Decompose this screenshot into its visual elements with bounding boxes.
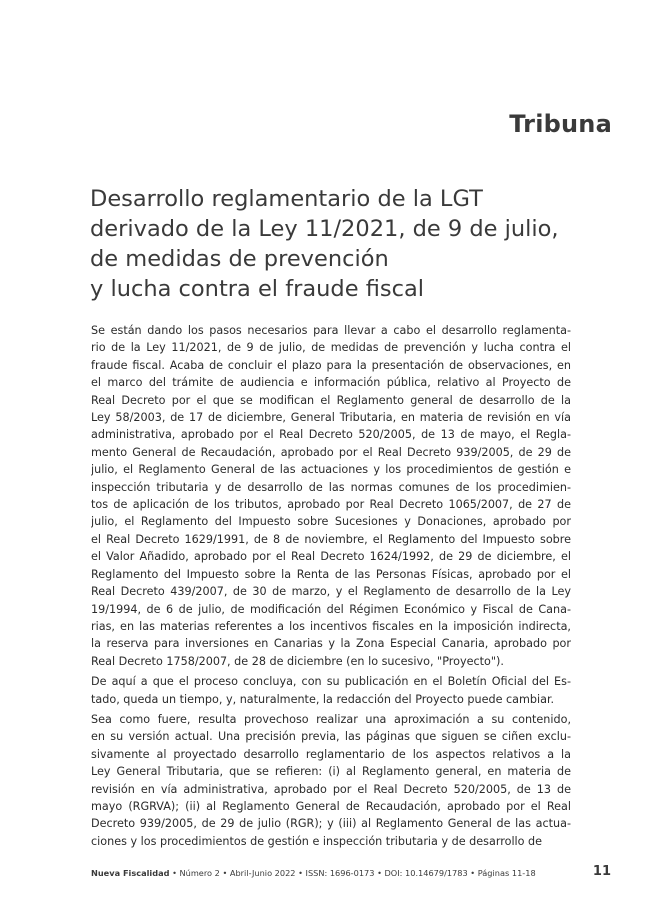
paragraph-line: De aquí a que el proceso concluya, con su publicación en el Boletín Oficial del Es- [91, 675, 571, 689]
paragraph-line: sivamente al proyectado desarrollo reglamentario de los aspectos relativos a la [91, 747, 571, 761]
paragraph-line: Real Decreto 1758/2007, de 28 de diciembre (en lo sucesivo, "Proyecto"). [91, 654, 504, 668]
paragraph-line: Ley 58/2003, de 17 de diciembre, General Tributaria, en materia de revisión en vía [91, 411, 571, 425]
paragraph-line: mento General de Recaudación, aprobado por el Real Decreto 939/2005, de 29 de [91, 445, 571, 459]
issue-details: • Número 2 • Abril-Junio 2022 • ISSN: 1696-0173 • DOI: 10.14679/1783 • Páginas 11-18 [169, 868, 536, 878]
paragraph-line: la reserva para inversiones en Canarias y la Zona Especial Canaria, aprobado por [91, 637, 571, 651]
paragraph-line: julio, el Reglamento del Impuesto sobre Sucesiones y Donaciones, aprobado por [91, 515, 571, 529]
title-line: Desarrollo reglamentario de la LGT [90, 186, 483, 212]
article-title [90, 184, 560, 304]
paragraph-line: Real Decreto 439/2007, de 30 de marzo, y el Reglamento de desarrollo de la Ley [91, 585, 571, 599]
title-line: de medidas de prevención [90, 246, 389, 272]
journal-name: Nueva Fiscalidad [91, 868, 170, 878]
paragraph-line: rio de la Ley 11/2021, de 9 de julio, de medidas de prevención y lucha contra el [91, 341, 571, 355]
paragraph-line: Se están dando los pasos necesarios para llevar a cabo el desarrollo reglamenta- [91, 324, 571, 337]
paragraph-line: fraude fiscal. Acaba de concluir el plazo para la presentación de observaciones, en [91, 358, 571, 372]
paragraph [91, 673, 571, 708]
paragraph-line: tado, queda un tiempo, y, naturalmente, la redacción del Proyecto puede cambiar. [91, 692, 555, 706]
paragraph-line: el marco del trámite de audiencia e información pública, relativo al Proyecto de [91, 376, 571, 390]
paragraph-line: Real Decreto por el que se modifican el Reglamento general de desarrollo de la [91, 393, 571, 407]
paragraph-line: en su versión actual. Una precisión previa, las páginas que siguen se ciñen exclu- [91, 730, 571, 744]
title-line: derivado de la Ley 11/2021, de 9 de julio, [90, 216, 559, 242]
paragraph-line: inspección tributaria y de desarrollo de las normas comunes de los procedimien- [91, 480, 571, 494]
paragraph-line: mayo (RGRVA); (ii) al Reglamento General de Recaudación, aprobado por el Real [91, 799, 571, 813]
paragraph [91, 711, 571, 850]
paragraph-line: Reglamento del Impuesto sobre la Renta de las Personas Físicas, aprobado por el [91, 567, 571, 581]
section-label: Tribuna [509, 110, 612, 138]
paragraph-line: tos de aplicación de los tributos, aprobado por Real Decreto 1065/2007, de 27 de [91, 498, 571, 512]
footer-citation [91, 868, 536, 878]
paragraph-line: julio, el Reglamento General de las actuaciones y los procedimientos de gestión e [91, 463, 571, 477]
paragraph-line: 19/1994, de 6 de julio, de modificación del Régimen Económico y Fiscal de Cana- [91, 602, 571, 616]
paragraph-line: ciones y los procedimientos de gestión e inspección tributaria y de desarrollo de [91, 834, 543, 848]
page-number: 11 [592, 864, 611, 879]
paragraph-line: el Valor Añadido, aprobado por el Real Decreto 1624/1992, de 29 de diciembre, el [91, 550, 571, 564]
paragraph-line: administrativa, aprobado por el Real Decreto 520/2005, de 13 de mayo, el Regla- [91, 428, 571, 442]
paragraph-line: Sea como fuere, resulta provechoso realizar una aproximación a su contenido, [91, 712, 571, 726]
paragraph-line: Ley General Tributaria, que se refieren: (i) al Reglamento general, en materia de [91, 765, 571, 779]
article-body [91, 322, 571, 853]
paragraph-line: el Real Decreto 1629/1991, de 8 de noviembre, el Reglamento del Impuesto sobre [91, 532, 571, 546]
paragraph-line: rias, en las materias referentes a los incentivos fiscales en la imposición indirecta, [91, 619, 571, 633]
paragraph-line: revisión en vía administrativa, aprobado por el Real Decreto 520/2005, de 13 de [91, 782, 571, 796]
paragraph-line: Decreto 939/2005, de 29 de julio (RGR); y (iii) al Reglamento General de las actua- [91, 817, 571, 831]
title-line: y lucha contra el fraude fiscal [90, 276, 425, 302]
paragraph [91, 322, 571, 670]
